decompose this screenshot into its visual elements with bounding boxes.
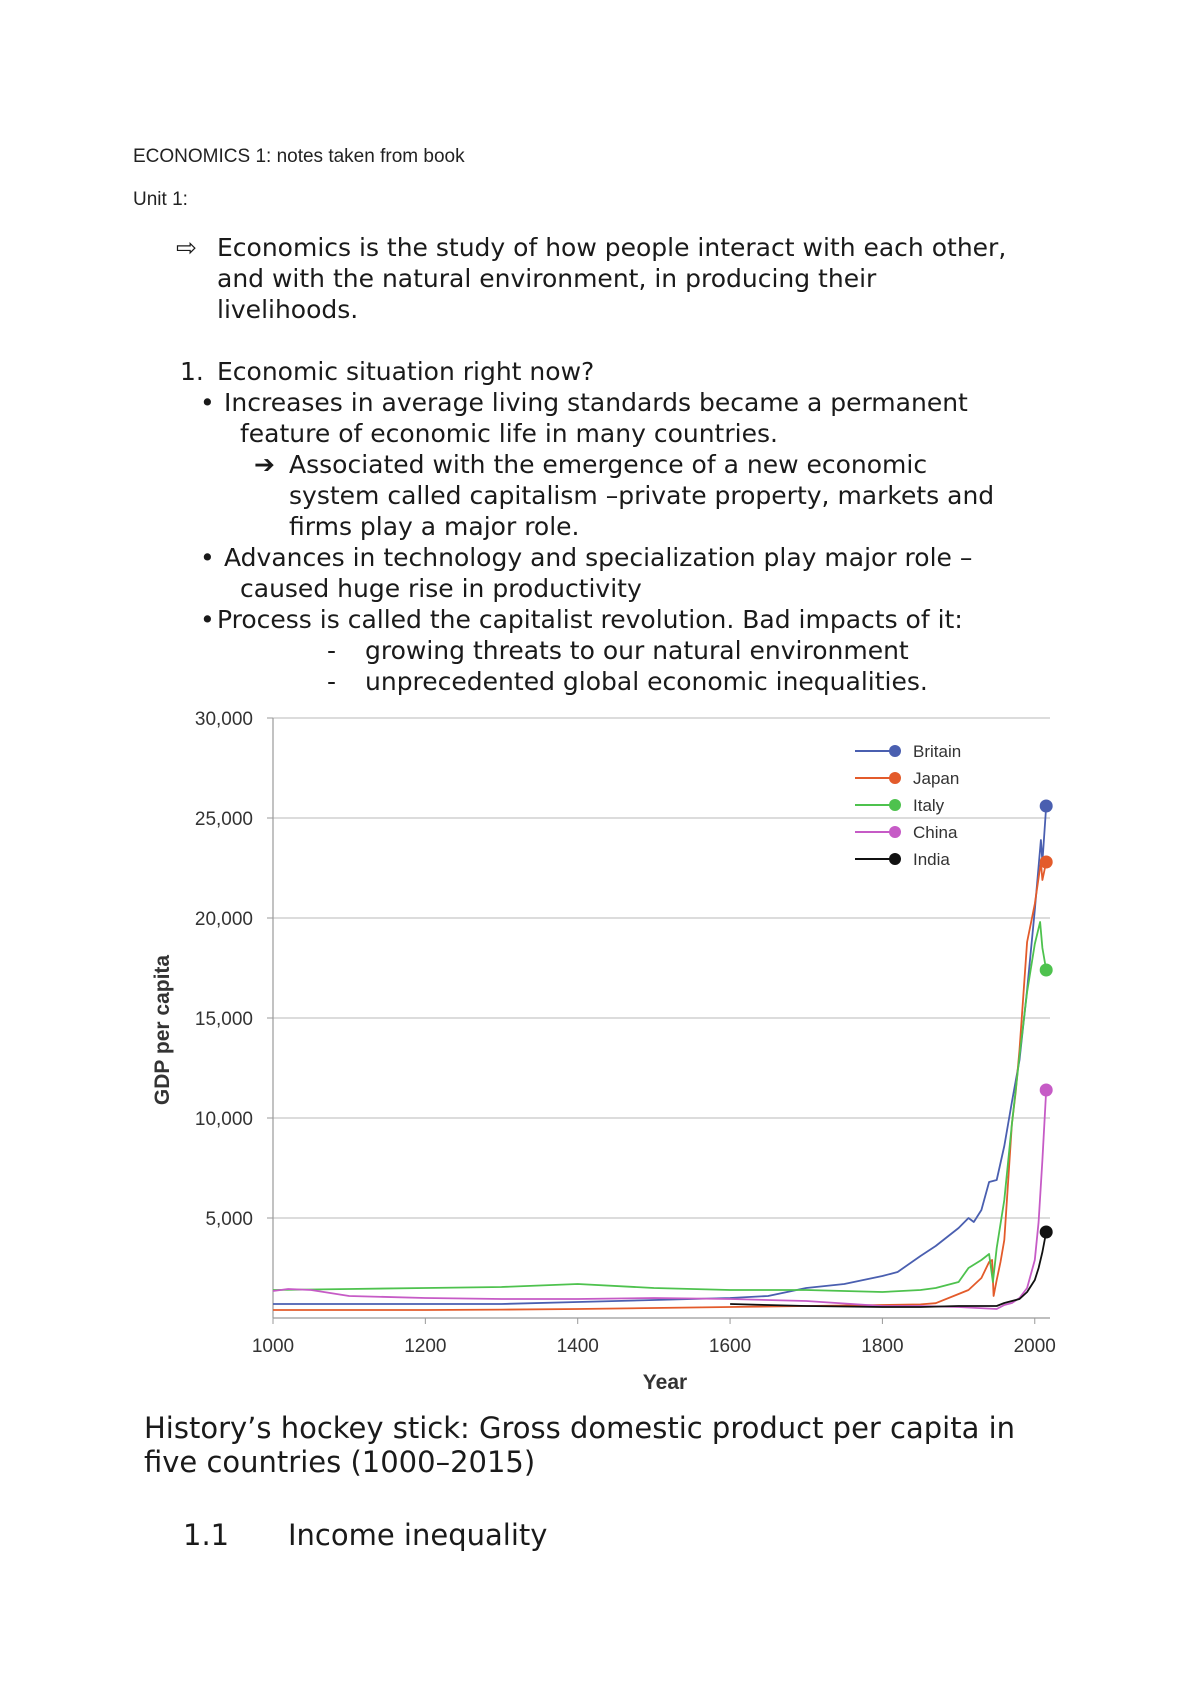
intro-line: and with the natural environment, in producing their bbox=[217, 264, 877, 293]
y-tick-label: 15,000 bbox=[194, 1009, 253, 1030]
legend-marker-china bbox=[889, 826, 901, 838]
bullet-text: caused huge rise in productivity bbox=[240, 574, 642, 603]
sub-text: firms play a major role. bbox=[289, 512, 580, 541]
y-tick-label: 30,000 bbox=[194, 709, 253, 730]
y-tick-label: 20,000 bbox=[194, 909, 253, 930]
bullet-text: Advances in technology and specialization play major role – bbox=[224, 543, 973, 572]
chart-caption-line: five countries (1000–2015) bbox=[144, 1445, 536, 1479]
series-endpoint-china bbox=[1040, 1084, 1053, 1097]
dash-icon: - bbox=[327, 636, 337, 665]
x-tick-label: 1000 bbox=[251, 1336, 295, 1357]
series-endpoint-britain bbox=[1040, 800, 1053, 813]
bullet-icon: • bbox=[200, 543, 215, 572]
bullet-text: feature of economic life in many countries. bbox=[240, 419, 778, 448]
legend-marker-india bbox=[889, 853, 901, 865]
bullet-text: Increases in average living standards became a permanent bbox=[224, 388, 968, 417]
legend-label-china: China bbox=[913, 823, 958, 842]
dash-text: growing threats to our natural environment bbox=[365, 636, 909, 665]
chart-caption-line: History’s hockey stick: Gross domestic product per capita in bbox=[144, 1411, 1016, 1445]
y-axis-label: GDP per capita bbox=[151, 954, 174, 1106]
dash-text: unprecedented global economic inequalities. bbox=[365, 667, 928, 696]
series-line-britain bbox=[273, 806, 1046, 1304]
y-tick-label: 10,000 bbox=[194, 1109, 253, 1130]
document-title: ECONOMICS 1: notes taken from book bbox=[133, 146, 465, 167]
legend-marker-britain bbox=[889, 745, 901, 757]
dash-icon: - bbox=[327, 667, 337, 696]
x-tick-label: 1800 bbox=[861, 1336, 904, 1357]
legend-label-india: India bbox=[913, 850, 950, 869]
unit-label: Unit 1: bbox=[133, 189, 188, 210]
series-line-china bbox=[273, 1090, 1046, 1309]
y-tick-label: 5,000 bbox=[205, 1209, 253, 1230]
bullet-icon: • bbox=[200, 388, 215, 417]
sub-arrow-icon: ➔ bbox=[254, 450, 275, 479]
y-tick-label: 25,000 bbox=[194, 809, 253, 830]
x-tick-label: 1600 bbox=[708, 1336, 752, 1357]
series-endpoint-japan bbox=[1040, 856, 1053, 869]
series-endpoint-india bbox=[1040, 1226, 1053, 1239]
sub-text: system called capitalism –private property, markets and bbox=[289, 481, 995, 510]
intro-arrow-icon: ⇨ bbox=[176, 233, 197, 262]
series-line-japan bbox=[273, 862, 1046, 1310]
legend-label-italy: Italy bbox=[913, 796, 945, 815]
legend-label-britain: Britain bbox=[913, 742, 962, 761]
x-tick-label: 2000 bbox=[1013, 1336, 1056, 1357]
intro-line: Economics is the study of how people interact with each other, bbox=[217, 233, 1007, 262]
x-axis-label: Year bbox=[642, 1371, 688, 1394]
legend-marker-japan bbox=[889, 772, 901, 784]
series-line-italy bbox=[273, 922, 1046, 1292]
legend-label-japan: Japan bbox=[913, 769, 960, 788]
bullet-text: Process is called the capitalist revolution. Bad impacts of it: bbox=[217, 605, 963, 634]
section-number: 1. bbox=[180, 357, 204, 386]
x-tick-label: 1400 bbox=[556, 1336, 599, 1357]
intro-line: livelihoods. bbox=[217, 295, 359, 324]
subsection-number: 1.1 bbox=[183, 1518, 230, 1552]
bullet-icon: • bbox=[200, 605, 215, 634]
sub-text: Associated with the emergence of a new economic bbox=[289, 450, 928, 479]
series-endpoint-italy bbox=[1040, 964, 1053, 977]
legend-marker-italy bbox=[889, 799, 901, 811]
section-heading: Economic situation right now? bbox=[217, 357, 595, 386]
subsection-title: Income inequality bbox=[288, 1518, 548, 1552]
x-tick-label: 1200 bbox=[404, 1336, 447, 1357]
